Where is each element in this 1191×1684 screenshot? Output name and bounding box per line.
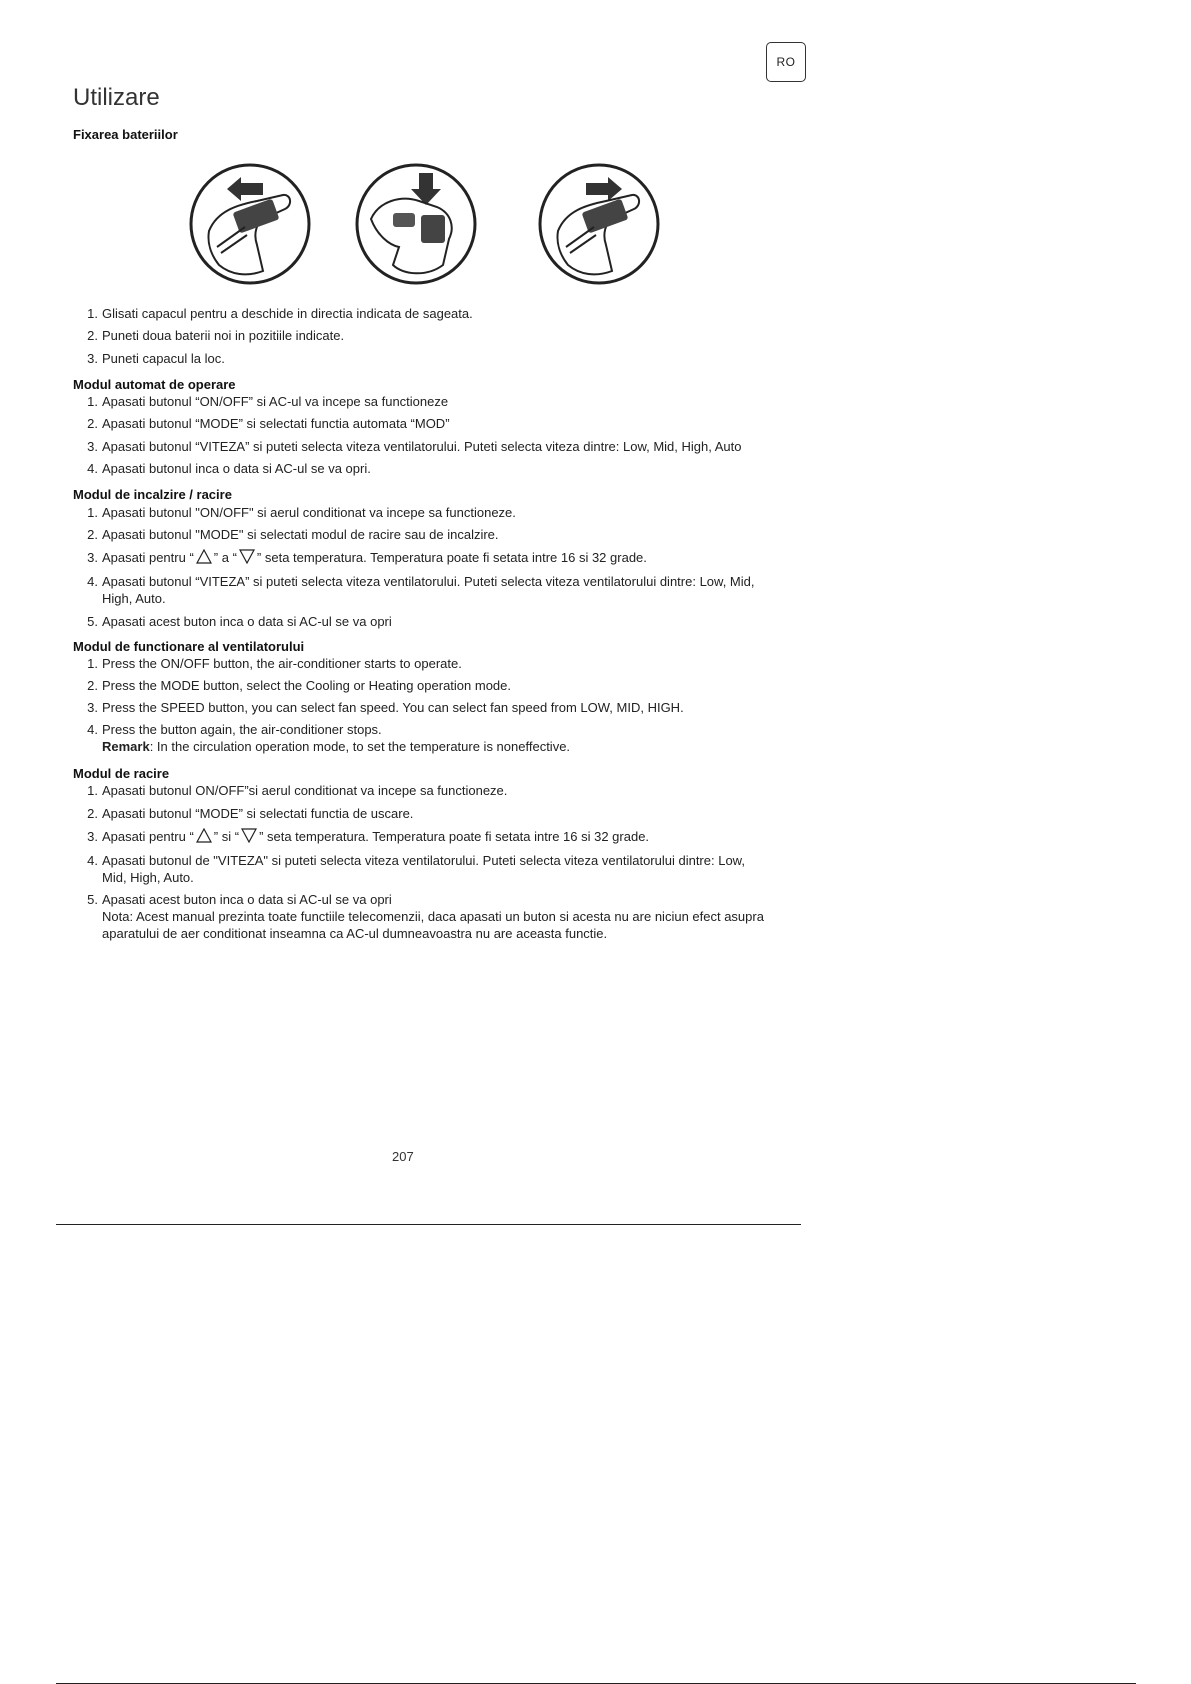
language-badge: RO <box>766 42 806 82</box>
remark-label: Remark <box>102 739 150 754</box>
triangle-up-icon <box>196 549 212 564</box>
page-title: Utilizare <box>73 84 160 111</box>
battery-cover-slide-close-illustration <box>536 161 662 287</box>
triangle-down-icon <box>241 828 257 843</box>
page-number: 207 <box>392 1149 414 1164</box>
section-heading-batteries: Fixarea bateriilor <box>73 127 178 142</box>
divider <box>56 1224 801 1225</box>
triangle-up-icon <box>196 828 212 843</box>
section-heading-cooling-mode: Modul de racire <box>73 766 170 781</box>
section-heading-fan-mode: Modul de functionare al ventilatorului <box>73 639 305 654</box>
section-heading-heat-cool-mode: Modul de incalzire / racire <box>73 487 232 502</box>
triangle-down-icon <box>239 549 255 564</box>
section-heading-auto-mode: Modul automat de operare <box>73 377 236 392</box>
battery-cover-slide-open-illustration <box>187 161 313 287</box>
insert-batteries-illustration <box>353 161 479 287</box>
